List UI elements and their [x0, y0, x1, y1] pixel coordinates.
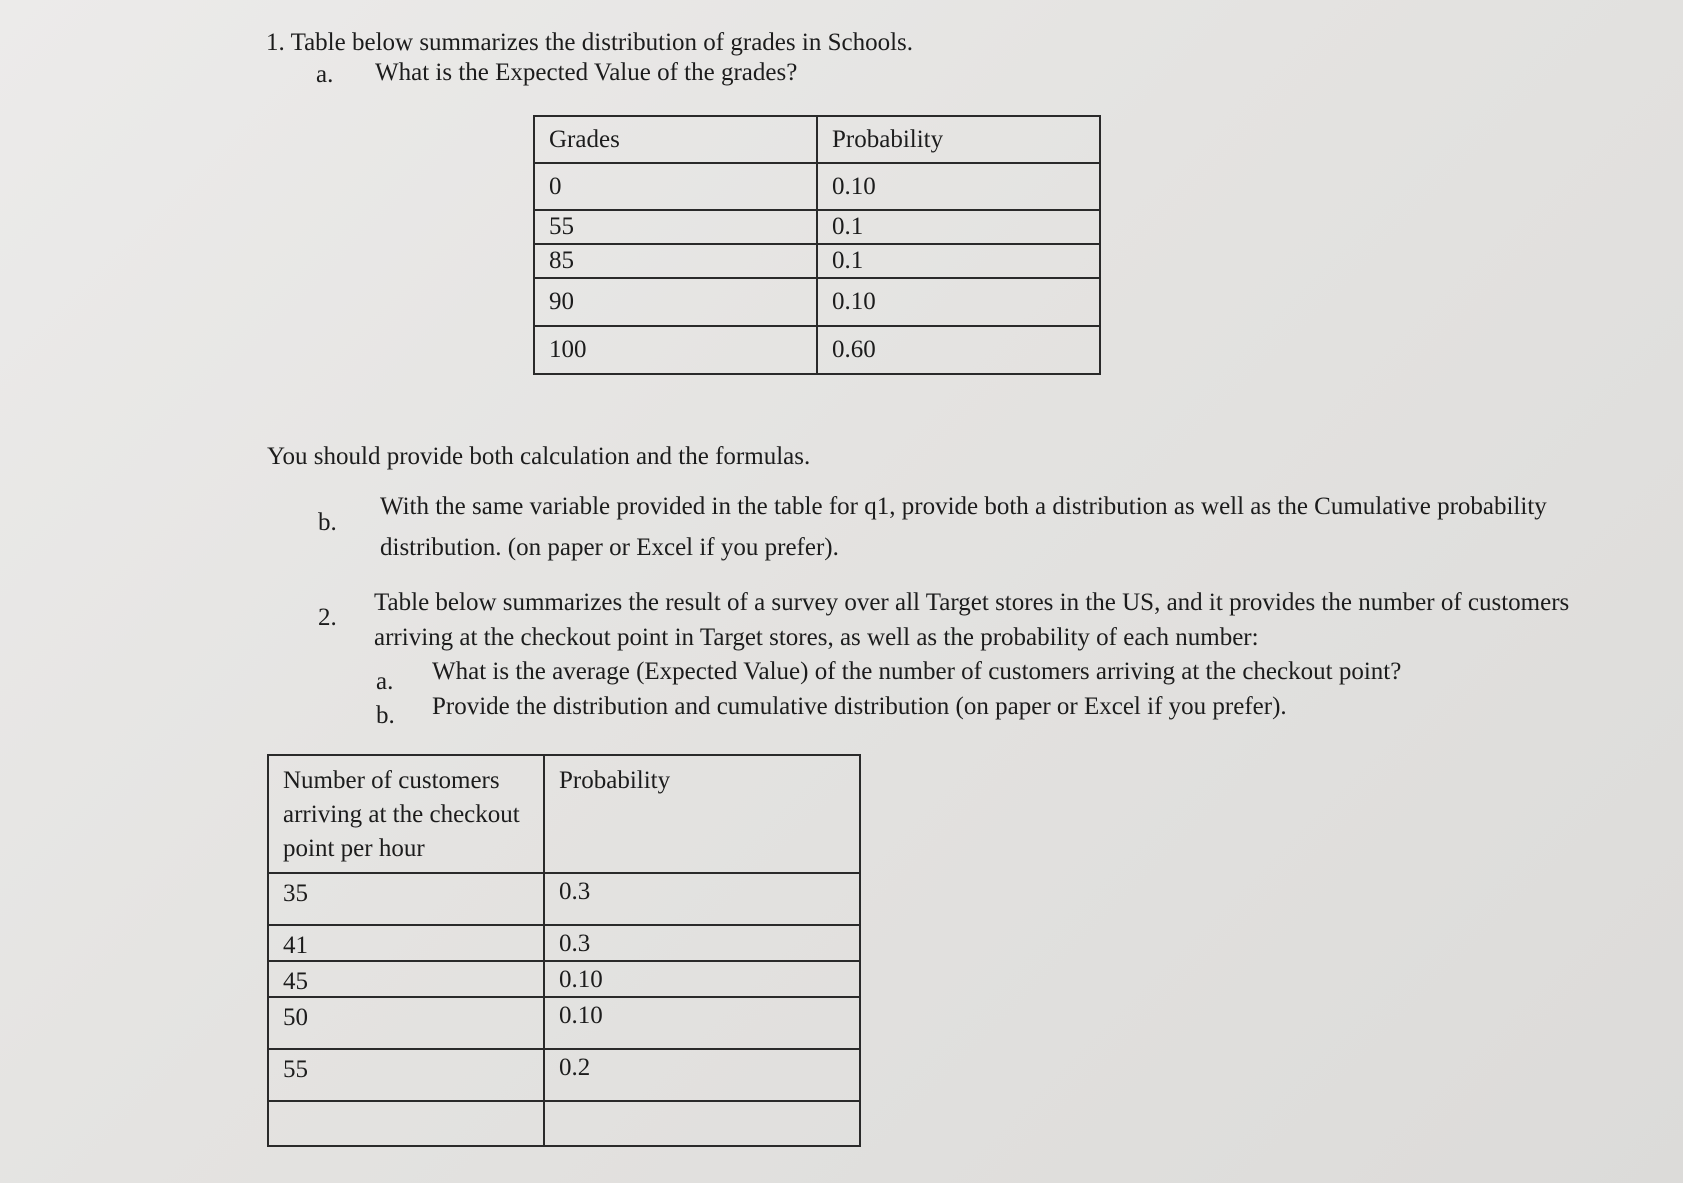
probability-cell: 0.3: [544, 873, 860, 925]
table-row: [534, 163, 1100, 210]
table-row: [534, 210, 1100, 244]
q2-part-b-label: b.: [376, 702, 395, 729]
table-row: [534, 244, 1100, 278]
q1-part-a-text: What is the Expected Value of the grades?: [375, 59, 798, 86]
probability-cell: 0.10: [544, 961, 860, 997]
customers-cell: 45: [268, 961, 544, 997]
question-1-text: Table below summarizes the distribution of grades in Schools.: [290, 29, 913, 56]
grade-cell: 90: [534, 278, 817, 326]
table-header-row: [268, 755, 860, 873]
header-grades: Grades: [534, 116, 817, 163]
table-row: [268, 1049, 860, 1101]
customers-table: [267, 754, 861, 1147]
grade-cell: 85: [534, 244, 817, 278]
table-header-row: [534, 116, 1100, 163]
header-probability: Probability: [544, 755, 860, 873]
customers-cell: 50: [268, 997, 544, 1049]
probability-cell: [544, 1101, 860, 1146]
table-row: [268, 961, 860, 997]
probability-cell: 0.10: [817, 163, 1100, 210]
q1-part-b-line2: distribution. (on paper or Excel if you prefer).: [380, 534, 839, 561]
q2-part-a-label: a.: [376, 668, 394, 695]
q2-part-a-text: What is the average (Expected Value) of the number of customers arriving at the checkout point?: [432, 658, 1402, 685]
header-number-of-customers: Number of customers arriving at the checkout point per hour: [268, 755, 544, 873]
grade-cell: 0: [534, 163, 817, 210]
grade-cell: 55: [534, 210, 817, 244]
q2-part-b-text: Provide the distribution and cumulative distribution (on paper or Excel if you prefer).: [432, 693, 1287, 720]
table-row: [534, 326, 1100, 374]
table-row: [268, 997, 860, 1049]
probability-cell: 0.60: [817, 326, 1100, 374]
table-row: [268, 873, 860, 925]
q1-part-a-label: a.: [316, 61, 334, 88]
q1-part-b-label: b.: [318, 509, 337, 536]
grade-cell: 100: [534, 326, 817, 374]
probability-cell: 0.10: [544, 997, 860, 1049]
table-row: [268, 925, 860, 961]
question-2-number: 2.: [318, 604, 337, 631]
customers-cell: [268, 1101, 544, 1146]
probability-cell: 0.1: [817, 244, 1100, 278]
probability-cell: 0.3: [544, 925, 860, 961]
probability-cell: 0.1: [817, 210, 1100, 244]
q1-part-b-line1: With the same variable provided in the table for q1, provide both a distribution as well as the Cumulative probability: [380, 493, 1547, 520]
header-probability: Probability: [817, 116, 1100, 163]
question-2-line1: Table below summarizes the result of a survey over all Target stores in the US, and it provides the number of customers: [374, 589, 1570, 616]
customers-cell: 41: [268, 925, 544, 961]
table-row: [534, 278, 1100, 326]
question-2-line2: arriving at the checkout point in Target stores, as well as the probability of each number:: [374, 624, 1259, 651]
customers-cell: 35: [268, 873, 544, 925]
customers-cell: 55: [268, 1049, 544, 1101]
probability-cell: 0.10: [817, 278, 1100, 326]
probability-cell: 0.2: [544, 1049, 860, 1101]
grades-table: [533, 115, 1101, 375]
question-1-title: [266, 28, 913, 58]
table-row-empty: [268, 1101, 860, 1146]
instruction-text: You should provide both calculation and the formulas.: [267, 443, 811, 470]
question-1-number: 1.: [266, 29, 285, 56]
